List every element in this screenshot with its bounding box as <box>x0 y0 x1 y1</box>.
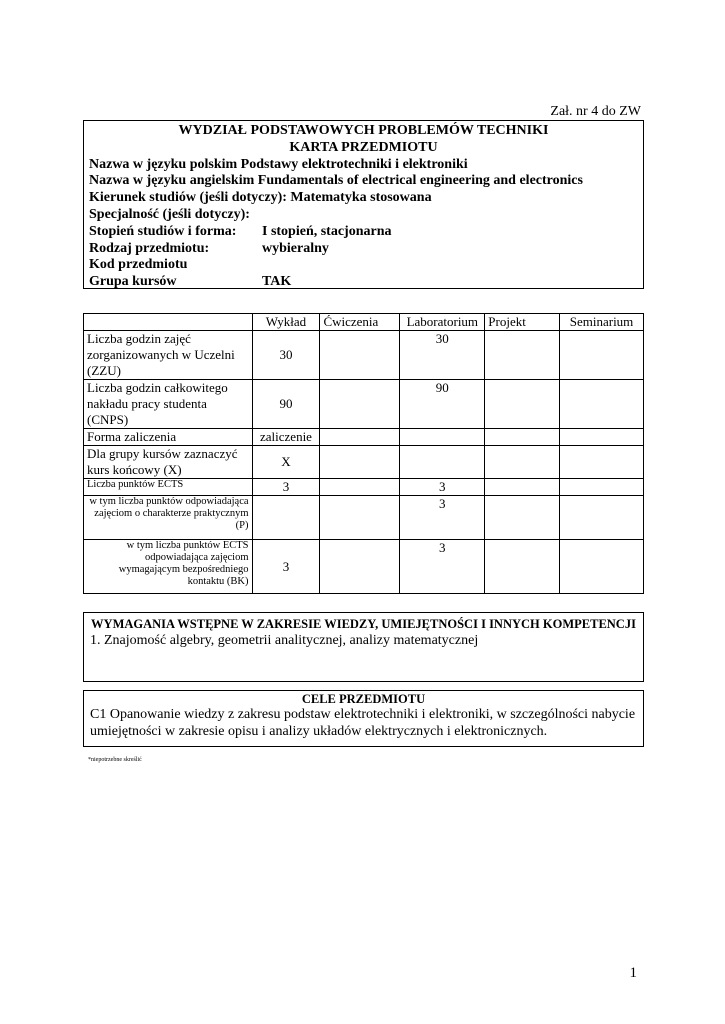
cell <box>560 331 644 380</box>
row-label: Forma zaliczenia <box>84 429 253 446</box>
cell <box>400 429 485 446</box>
cell <box>485 429 560 446</box>
cell <box>320 540 400 594</box>
row-label: Liczba godzin całkowitego nakładu pracy studenta (CNPS) <box>84 380 253 429</box>
goals-title: CELE PRZEDMIOTU <box>301 692 426 706</box>
cell: 30 <box>252 331 320 380</box>
cell <box>485 496 560 540</box>
row-label: Dla grupy kursów zaznaczyć kurs końcowy (X) <box>84 446 253 479</box>
cell <box>320 446 400 479</box>
cell <box>560 380 644 429</box>
cell <box>320 331 400 380</box>
table-row <box>84 380 644 429</box>
cell <box>485 479 560 496</box>
course-code-label: Kod przedmiotu <box>89 257 188 273</box>
cell <box>560 540 644 594</box>
hours-table <box>83 313 644 594</box>
cell: 3 <box>400 479 485 496</box>
attachment-note: Zał. nr 4 do ZW <box>550 104 641 119</box>
cell <box>320 496 400 540</box>
group-value: TAK <box>262 274 292 290</box>
cell <box>560 479 644 496</box>
cell <box>560 446 644 479</box>
cell: zaliczenie <box>252 429 320 446</box>
course-name-pl: Nazwa w języku polskim Podstawy elektrotechniki i elektroniki <box>89 156 468 172</box>
footnote: *niepotrzebne skreślić <box>88 757 142 763</box>
row-label: w tym liczba punktów ECTS odpowiadająca zajęciom wymagającym bezpośredniego kontaktu (BK) <box>84 540 253 594</box>
page-number: 1 <box>629 965 637 981</box>
row-label: Liczba punktów ECTS <box>84 479 253 496</box>
col-header-project: Projekt <box>485 314 560 331</box>
course-goals-box <box>83 690 644 747</box>
cell <box>560 496 644 540</box>
table-row <box>84 331 644 380</box>
table-row <box>84 479 644 496</box>
col-header-laboratory: Laboratorium <box>400 314 485 331</box>
cell <box>252 496 320 540</box>
faculty-title: WYDZIAŁ PODSTAWOWYCH PROBLEMÓW TECHNIKI <box>178 123 549 138</box>
cell <box>485 380 560 429</box>
cell: 90 <box>252 380 320 429</box>
level-row <box>89 224 638 241</box>
prerequisites-title: WYMAGANIA WSTĘPNE W ZAKRESIE WIEDZY, UMIEJĘTNOŚCI I INNYCH KOMPETENCJI <box>91 617 636 631</box>
cell: 3 <box>400 496 485 540</box>
card-title: KARTA PRZEDMIOTU <box>289 139 438 155</box>
cell: X <box>252 446 320 479</box>
cell <box>485 331 560 380</box>
table-row <box>84 429 644 446</box>
col-header-lecture: Wykład <box>252 314 320 331</box>
cell <box>560 429 644 446</box>
row-label: Liczba godzin zajęć zorganizowanych w Uczelni (ZZU) <box>84 331 253 380</box>
table-row <box>84 496 644 540</box>
goal-item: C1 Opanowanie wiedzy z zakresu podstaw elektrotechniki i elektroniki, w szczególności nabycie umiejętności w zakresie opisu i analizy układów elektrycznych i elektronicznych. <box>90 707 636 739</box>
type-value: wybieralny <box>262 240 329 256</box>
group-row <box>89 274 638 291</box>
field-of-study: Kierunek studiów (jeśli dotyczy): Matematyka stosowana <box>89 190 432 206</box>
course-header-box <box>83 120 644 289</box>
cell: 90 <box>400 380 485 429</box>
cell: 3 <box>252 479 320 496</box>
cell <box>485 540 560 594</box>
specialty: Specjalność (jeśli dotyczy): <box>89 206 250 222</box>
corner-cell <box>84 314 253 331</box>
prerequisite-item: 1. Znajomość algebry, geometrii analitycznej, analizy matematycznej <box>90 633 479 648</box>
col-header-exercises: Ćwiczenia <box>320 314 400 331</box>
row-label: w tym liczba punktów odpowiadająca zajęciom o charakterze praktycznym (P) <box>84 496 253 540</box>
level-label: Stopień studiów i forma: <box>89 223 237 239</box>
level-value: I stopień, stacjonarna <box>262 223 392 239</box>
cell <box>320 479 400 496</box>
table-row <box>84 540 644 594</box>
table-header-row <box>84 314 644 331</box>
group-label: Grupa kursów <box>89 274 177 290</box>
cell: 30 <box>400 331 485 380</box>
cell <box>320 380 400 429</box>
cell <box>485 446 560 479</box>
cell <box>320 429 400 446</box>
cell <box>400 446 485 479</box>
table-row <box>84 446 644 479</box>
course-name-en: Nazwa w języku angielskim Fundamentals of electrical engineering and electronics <box>89 173 583 189</box>
prerequisites-box <box>83 612 644 682</box>
col-header-seminar: Seminarium <box>560 314 644 331</box>
cell: 3 <box>252 540 320 594</box>
type-label: Rodzaj przedmiotu: <box>89 240 210 256</box>
type-row <box>89 241 638 258</box>
cell: 3 <box>400 540 485 594</box>
